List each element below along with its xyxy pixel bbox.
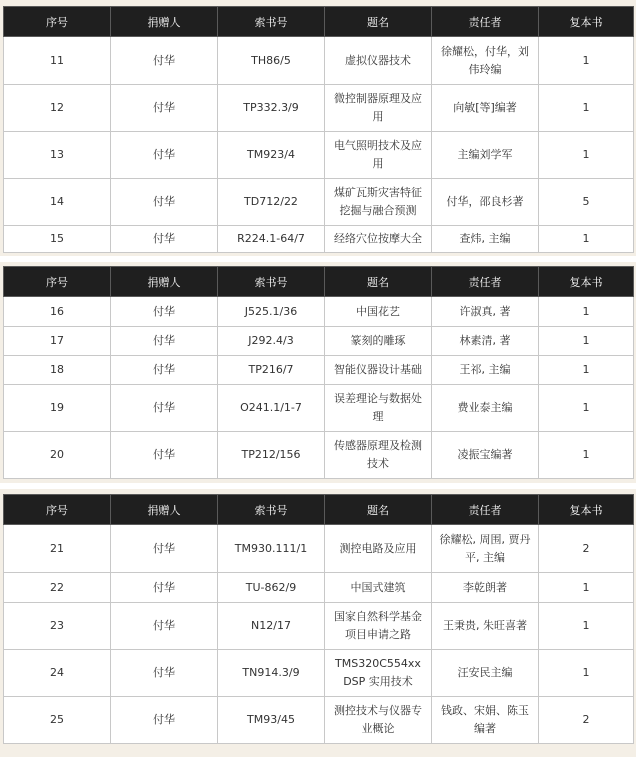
cell-copies: 5 [539,179,634,226]
header-number: 序号 [4,7,111,37]
separator-band [0,483,636,489]
cell-number: 13 [4,132,111,179]
cell-donor: 付华 [111,650,218,697]
table-row [4,697,634,744]
cell-call-number: TD712/22 [218,179,325,226]
header-call-number: 索书号 [218,495,325,525]
cell-title: 智能仪器设计基础 [325,356,432,385]
table-row [4,327,634,356]
cell-call-number: J292.4/3 [218,327,325,356]
cell-number: 21 [4,525,111,573]
book-table-1 [3,6,634,253]
cell-author: 徐耀松, 周围, 贾丹平, 主编 [432,525,539,573]
cell-title: 篆刻的雕琢 [325,327,432,356]
header-copies: 复本书 [539,7,634,37]
cell-copies: 1 [539,327,634,356]
cell-donor: 付华 [111,85,218,132]
cell-donor: 付华 [111,179,218,226]
cell-call-number: TM923/4 [218,132,325,179]
header-number: 序号 [4,495,111,525]
cell-number: 14 [4,179,111,226]
cell-copies: 1 [539,356,634,385]
cell-copies: 1 [539,226,634,253]
cell-copies: 1 [539,603,634,650]
cell-call-number: O241.1/1-7 [218,385,325,432]
header-number: 序号 [4,267,111,297]
cell-donor: 付华 [111,697,218,744]
header-author: 责任者 [432,495,539,525]
cell-copies: 2 [539,525,634,573]
cell-copies: 1 [539,385,634,432]
cell-number: 22 [4,573,111,603]
cell-title: TMS320C554xx DSP 实用技术 [325,650,432,697]
cell-copies: 2 [539,697,634,744]
table-row [4,525,634,573]
table-header-row [4,267,634,297]
cell-number: 25 [4,697,111,744]
table-row [4,432,634,479]
cell-author: 王祁, 主编 [432,356,539,385]
cell-donor: 付华 [111,132,218,179]
cell-author: 钱政、宋娟、陈玉编著 [432,697,539,744]
cell-call-number: R224.1-64/7 [218,226,325,253]
cell-title: 电气照明技术及应用 [325,132,432,179]
cell-title: 经络穴位按摩大全 [325,226,432,253]
cell-call-number: N12/17 [218,603,325,650]
table-row [4,132,634,179]
cell-donor: 付华 [111,226,218,253]
cell-title: 国家自然科学基金项目申请之路 [325,603,432,650]
cell-number: 18 [4,356,111,385]
cell-copies: 1 [539,132,634,179]
cell-author: 李乾朗著 [432,573,539,603]
cell-author: 付华，邵良杉著 [432,179,539,226]
cell-title: 微控制器原理及应用 [325,85,432,132]
cell-call-number: TP332.3/9 [218,85,325,132]
cell-author: 向敏[等]编著 [432,85,539,132]
cell-author: 王秉贵, 朱旺喜著 [432,603,539,650]
cell-title: 煤矿瓦斯灾害特征挖掘与融合预测 [325,179,432,226]
cell-number: 19 [4,385,111,432]
cell-author: 凌振宝编著 [432,432,539,479]
cell-title: 虚拟仪器技术 [325,37,432,85]
book-table-3 [3,494,634,744]
table-row [4,603,634,650]
table-row [4,37,634,85]
separator-band [0,256,636,262]
cell-call-number: TM930.111/1 [218,525,325,573]
table-row [4,297,634,327]
cell-number: 24 [4,650,111,697]
book-table-2 [3,266,634,479]
cell-copies: 1 [539,432,634,479]
header-title: 题名 [325,495,432,525]
cell-author: 许淑真, 著 [432,297,539,327]
cell-title: 测控技术与仪器专业概论 [325,697,432,744]
cell-copies: 1 [539,37,634,85]
header-copies: 复本书 [539,495,634,525]
cell-number: 16 [4,297,111,327]
cell-number: 23 [4,603,111,650]
cell-donor: 付华 [111,432,218,479]
cell-number: 11 [4,37,111,85]
cell-donor: 付华 [111,525,218,573]
cell-call-number: TN914.3/9 [218,650,325,697]
cell-number: 15 [4,226,111,253]
cell-author: 汪安民主编 [432,650,539,697]
cell-title: 测控电路及应用 [325,525,432,573]
cell-call-number: TU-862/9 [218,573,325,603]
cell-call-number: J525.1/36 [218,297,325,327]
cell-number: 12 [4,85,111,132]
table-row [4,85,634,132]
cell-call-number: TH86/5 [218,37,325,85]
cell-donor: 付华 [111,603,218,650]
cell-number: 20 [4,432,111,479]
cell-copies: 1 [539,297,634,327]
cell-author: 林素清, 著 [432,327,539,356]
cell-copies: 1 [539,650,634,697]
header-copies: 复本书 [539,267,634,297]
cell-donor: 付华 [111,385,218,432]
cell-title: 中国式建筑 [325,573,432,603]
table-row [4,179,634,226]
table-row [4,573,634,603]
header-donor: 捐赠人 [111,7,218,37]
cell-title: 中国花艺 [325,297,432,327]
cell-donor: 付华 [111,573,218,603]
header-donor: 捐赠人 [111,267,218,297]
cell-donor: 付华 [111,327,218,356]
cell-number: 17 [4,327,111,356]
cell-call-number: TP216/7 [218,356,325,385]
table-row [4,385,634,432]
cell-copies: 1 [539,573,634,603]
cell-copies: 1 [539,85,634,132]
cell-author: 费业泰主编 [432,385,539,432]
table-row [4,650,634,697]
header-call-number: 索书号 [218,7,325,37]
header-call-number: 索书号 [218,267,325,297]
table-header-row [4,495,634,525]
cell-author: 徐耀松，付华，刘伟玲编 [432,37,539,85]
cell-author: 主编刘学军 [432,132,539,179]
table-row [4,226,634,253]
header-author: 责任者 [432,267,539,297]
cell-donor: 付华 [111,356,218,385]
header-title: 题名 [325,7,432,37]
cell-call-number: TP212/156 [218,432,325,479]
cell-donor: 付华 [111,297,218,327]
cell-call-number: TM93/45 [218,697,325,744]
table-header-row [4,7,634,37]
header-author: 责任者 [432,7,539,37]
header-title: 题名 [325,267,432,297]
table-row [4,356,634,385]
cell-author: 查炜, 主编 [432,226,539,253]
cell-title: 传感器原理及检测技术 [325,432,432,479]
header-donor: 捐赠人 [111,495,218,525]
cell-title: 误差理论与数据处理 [325,385,432,432]
cell-donor: 付华 [111,37,218,85]
